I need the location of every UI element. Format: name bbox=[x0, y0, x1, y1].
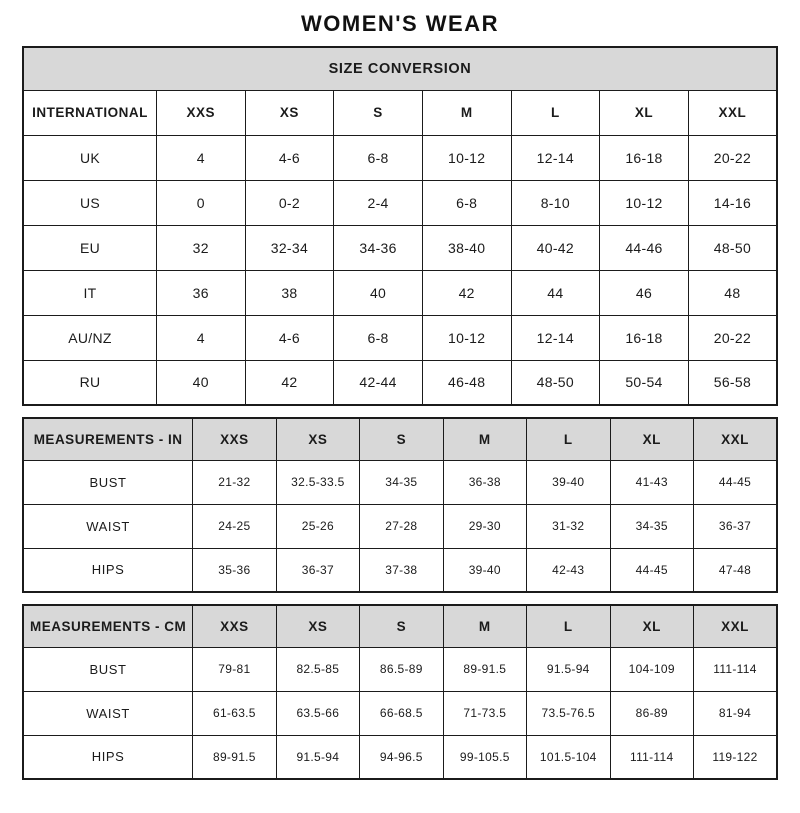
column-header-row bbox=[23, 418, 777, 460]
cell: 81-94 bbox=[693, 691, 777, 735]
column-header-xxs: XXS bbox=[193, 605, 276, 647]
measurements-in-table bbox=[22, 417, 778, 593]
cell: 24-25 bbox=[193, 504, 276, 548]
cell: 66-68.5 bbox=[360, 691, 443, 735]
row-label: UK bbox=[23, 135, 156, 180]
column-header-s: S bbox=[334, 90, 423, 135]
cell: 21-32 bbox=[193, 460, 276, 504]
size-conversion-title: SIZE CONVERSION bbox=[23, 47, 777, 90]
cell: 41-43 bbox=[610, 460, 693, 504]
cell: 89-91.5 bbox=[443, 647, 526, 691]
column-header-m: M bbox=[443, 418, 526, 460]
cell: 104-109 bbox=[610, 647, 693, 691]
table-row-eu bbox=[23, 225, 777, 270]
column-header-xs: XS bbox=[276, 605, 359, 647]
table-row-waist-in bbox=[23, 504, 777, 548]
cell: 71-73.5 bbox=[443, 691, 526, 735]
table-row-ru bbox=[23, 360, 777, 405]
table-row-it bbox=[23, 270, 777, 315]
cell: 32-34 bbox=[245, 225, 334, 270]
row-label: RU bbox=[23, 360, 156, 405]
cell: 86.5-89 bbox=[360, 647, 443, 691]
column-header-xxs: XXS bbox=[156, 90, 245, 135]
column-header-xxl: XXL bbox=[693, 418, 777, 460]
cell: 29-30 bbox=[443, 504, 526, 548]
column-header-xs: XS bbox=[276, 418, 359, 460]
table-row-bust-cm bbox=[23, 647, 777, 691]
column-header-xxl: XXL bbox=[688, 90, 777, 135]
cell: 56-58 bbox=[688, 360, 777, 405]
cell: 61-63.5 bbox=[193, 691, 276, 735]
column-header-xs: XS bbox=[245, 90, 334, 135]
cell: 99-105.5 bbox=[443, 735, 526, 779]
cell: 42-44 bbox=[334, 360, 423, 405]
cell: 8-10 bbox=[511, 180, 600, 225]
page-title: WOMEN'S WEAR bbox=[301, 11, 499, 36]
column-header-l: L bbox=[527, 418, 610, 460]
row-label: HIPS bbox=[23, 735, 193, 779]
cell: 10-12 bbox=[422, 135, 511, 180]
column-header-row bbox=[23, 90, 777, 135]
cell: 34-35 bbox=[610, 504, 693, 548]
column-header-xl: XL bbox=[610, 605, 693, 647]
cell: 2-4 bbox=[334, 180, 423, 225]
column-header-xl: XL bbox=[610, 418, 693, 460]
cell: 42 bbox=[422, 270, 511, 315]
table-row-bust-in bbox=[23, 460, 777, 504]
measurements-cm-table bbox=[22, 604, 778, 780]
cell: 4 bbox=[156, 315, 245, 360]
cell: 36-38 bbox=[443, 460, 526, 504]
cell: 4-6 bbox=[245, 315, 334, 360]
cell: 86-89 bbox=[610, 691, 693, 735]
cell: 31-32 bbox=[527, 504, 610, 548]
table-row-aunz bbox=[23, 315, 777, 360]
row-label: HIPS bbox=[23, 548, 193, 592]
row-label: BUST bbox=[23, 647, 193, 691]
row-label: EU bbox=[23, 225, 156, 270]
column-header-s: S bbox=[360, 605, 443, 647]
cell: 44 bbox=[511, 270, 600, 315]
cell: 40-42 bbox=[511, 225, 600, 270]
cell: 111-114 bbox=[693, 647, 777, 691]
cell: 39-40 bbox=[443, 548, 526, 592]
table-row-us bbox=[23, 180, 777, 225]
row-label: IT bbox=[23, 270, 156, 315]
cell: 32.5-33.5 bbox=[276, 460, 359, 504]
cell: 34-35 bbox=[360, 460, 443, 504]
cell: 94-96.5 bbox=[360, 735, 443, 779]
column-header-s: S bbox=[360, 418, 443, 460]
cell: 10-12 bbox=[600, 180, 689, 225]
cell: 27-28 bbox=[360, 504, 443, 548]
column-header-l: L bbox=[511, 90, 600, 135]
cell: 91.5-94 bbox=[527, 647, 610, 691]
cell: 42 bbox=[245, 360, 334, 405]
cell: 36-37 bbox=[276, 548, 359, 592]
cell: 6-8 bbox=[422, 180, 511, 225]
table-row-waist-cm bbox=[23, 691, 777, 735]
column-header-xxs: XXS bbox=[193, 418, 276, 460]
table-row-hips-cm bbox=[23, 735, 777, 779]
cell: 111-114 bbox=[610, 735, 693, 779]
cell: 48-50 bbox=[688, 225, 777, 270]
cell: 63.5-66 bbox=[276, 691, 359, 735]
cell: 36-37 bbox=[693, 504, 777, 548]
cell: 6-8 bbox=[334, 315, 423, 360]
cell: 44-45 bbox=[693, 460, 777, 504]
column-header-xxl: XXL bbox=[693, 605, 777, 647]
cell: 4 bbox=[156, 135, 245, 180]
cell: 79-81 bbox=[193, 647, 276, 691]
cell: 47-48 bbox=[693, 548, 777, 592]
table-row-uk bbox=[23, 135, 777, 180]
table-row-hips-in bbox=[23, 548, 777, 592]
cell: 38-40 bbox=[422, 225, 511, 270]
cell: 46-48 bbox=[422, 360, 511, 405]
cell: 20-22 bbox=[688, 315, 777, 360]
column-header-m: M bbox=[422, 90, 511, 135]
size-conversion-table bbox=[22, 46, 778, 406]
cell: 101.5-104 bbox=[527, 735, 610, 779]
column-header-row bbox=[23, 605, 777, 647]
cell: 16-18 bbox=[600, 135, 689, 180]
cell: 48 bbox=[688, 270, 777, 315]
measurements-in-title: MEASUREMENTS - IN bbox=[23, 418, 193, 460]
cell: 14-16 bbox=[688, 180, 777, 225]
cell: 4-6 bbox=[245, 135, 334, 180]
cell: 48-50 bbox=[511, 360, 600, 405]
cell: 37-38 bbox=[360, 548, 443, 592]
cell: 40 bbox=[334, 270, 423, 315]
cell: 20-22 bbox=[688, 135, 777, 180]
cell: 82.5-85 bbox=[276, 647, 359, 691]
cell: 39-40 bbox=[527, 460, 610, 504]
cell: 32 bbox=[156, 225, 245, 270]
cell: 38 bbox=[245, 270, 334, 315]
column-header-international: INTERNATIONAL bbox=[23, 90, 156, 135]
cell: 12-14 bbox=[511, 315, 600, 360]
column-header-l: L bbox=[527, 605, 610, 647]
cell: 42-43 bbox=[527, 548, 610, 592]
cell: 46 bbox=[600, 270, 689, 315]
row-label: WAIST bbox=[23, 691, 193, 735]
cell: 0 bbox=[156, 180, 245, 225]
row-label: BUST bbox=[23, 460, 193, 504]
cell: 25-26 bbox=[276, 504, 359, 548]
column-header-xl: XL bbox=[600, 90, 689, 135]
cell: 0-2 bbox=[245, 180, 334, 225]
cell: 44-45 bbox=[610, 548, 693, 592]
cell: 89-91.5 bbox=[193, 735, 276, 779]
row-label: WAIST bbox=[23, 504, 193, 548]
row-label: AU/NZ bbox=[23, 315, 156, 360]
cell: 73.5-76.5 bbox=[527, 691, 610, 735]
cell: 44-46 bbox=[600, 225, 689, 270]
cell: 50-54 bbox=[600, 360, 689, 405]
size-chart-page bbox=[22, 13, 778, 780]
cell: 119-122 bbox=[693, 735, 777, 779]
cell: 91.5-94 bbox=[276, 735, 359, 779]
table-caption-row bbox=[23, 47, 777, 90]
cell: 40 bbox=[156, 360, 245, 405]
measurements-cm-title: MEASUREMENTS - CM bbox=[23, 605, 193, 647]
cell: 6-8 bbox=[334, 135, 423, 180]
cell: 35-36 bbox=[193, 548, 276, 592]
cell: 36 bbox=[156, 270, 245, 315]
cell: 34-36 bbox=[334, 225, 423, 270]
cell: 12-14 bbox=[511, 135, 600, 180]
cell: 10-12 bbox=[422, 315, 511, 360]
row-label: US bbox=[23, 180, 156, 225]
column-header-m: M bbox=[443, 605, 526, 647]
cell: 16-18 bbox=[600, 315, 689, 360]
